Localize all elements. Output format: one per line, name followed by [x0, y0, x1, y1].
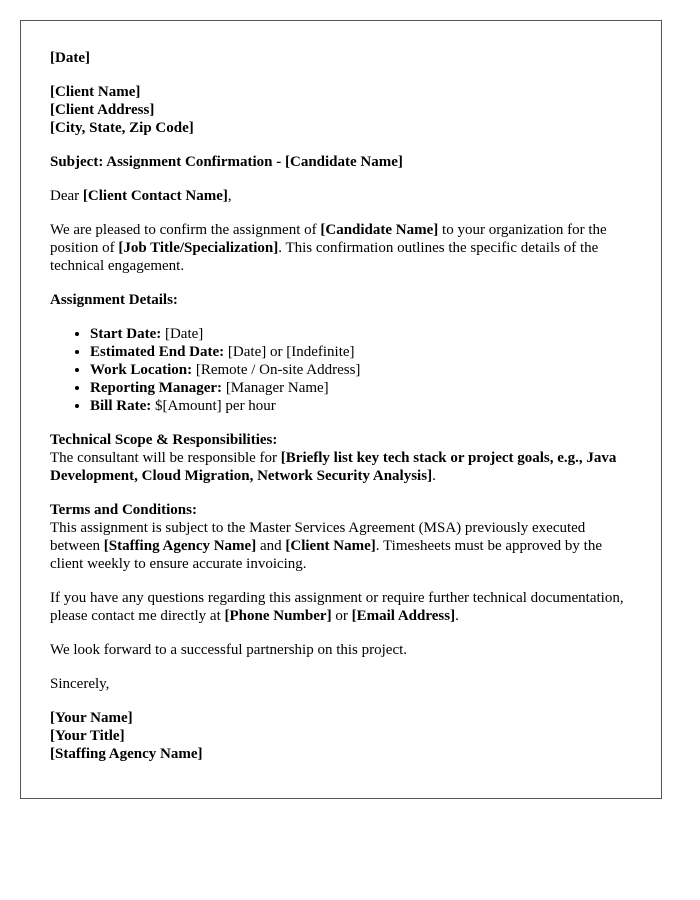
terms-text: . Timesheets must be approved by the client weekly to ensure accurate invoicing. [50, 538, 603, 572]
terms-heading: Terms and Conditions: [50, 502, 197, 518]
signature-block [50, 709, 632, 763]
detail-label: Bill Rate: [90, 398, 152, 414]
signature-agency: [Staffing Agency Name] [50, 746, 203, 762]
scope-heading: Technical Scope & Responsibilities: [50, 432, 278, 448]
scope-section [50, 431, 632, 485]
intro-candidate: [Candidate Name] [320, 222, 439, 238]
detail-value: $[Amount] per hour [151, 398, 276, 414]
contact-text: . [455, 608, 459, 624]
list-item [90, 361, 632, 379]
list-item [90, 397, 632, 415]
intro-text: to your organization for the position of [50, 222, 607, 256]
contact-email: [Email Address] [351, 608, 456, 624]
terms-text: and [256, 538, 286, 554]
scope-tech: [Briefly list key tech stack or project goals, e.g., Java Development, Cloud Migration, Network Security Analysis] [50, 450, 617, 484]
list-item [90, 343, 632, 361]
recipient-name: [Client Name] [50, 84, 141, 100]
recipient-block [50, 83, 632, 137]
salutation [50, 187, 632, 205]
terms-section [50, 501, 632, 573]
detail-label: Reporting Manager: [90, 380, 223, 396]
signoff: Sincerely, [50, 676, 110, 692]
list-item [90, 325, 632, 343]
salutation-suffix: , [227, 188, 232, 204]
signature-name: [Your Name] [50, 710, 133, 726]
recipient-address: [Client Address] [50, 102, 155, 118]
contact-phone: [Phone Number] [224, 608, 332, 624]
closing-line: We look forward to a successful partnership on this project. [50, 642, 408, 658]
letter [20, 20, 662, 799]
terms-agency: [Staffing Agency Name] [103, 538, 257, 554]
detail-label: Work Location: [90, 362, 193, 378]
recipient-city: [City, State, Zip Code] [50, 120, 194, 136]
subject-line [50, 153, 632, 171]
date [50, 49, 632, 67]
detail-label: Estimated End Date: [90, 344, 225, 360]
detail-value: [Date] or [Indefinite] [224, 344, 355, 360]
detail-value: [Remote / On-site Address] [192, 362, 361, 378]
terms-text: This assignment is subject to the Master Services Agreement (MSA) previously executed between [50, 520, 586, 554]
intro-job-title: [Job Title/Specialization] [118, 240, 279, 256]
contact-text: If you have any questions regarding this assignment or require further technical documentation, please contact me directly at [50, 590, 624, 624]
contact-text: or [331, 608, 352, 624]
scope-text: The consultant will be responsible for [50, 450, 281, 466]
subject-text: Subject: Assignment Confirmation - [Candidate Name] [50, 154, 403, 170]
details-heading-text: Assignment Details: [50, 292, 178, 308]
contact-paragraph [50, 589, 632, 625]
list-item [90, 379, 632, 397]
detail-label: Start Date: [90, 326, 162, 342]
intro-text: We are pleased to confirm the assignment of [50, 222, 321, 238]
salutation-prefix: Dear [50, 188, 83, 204]
intro-text: . This confirmation outlines the specific details of the technical engagement. [50, 240, 599, 274]
signature-title: [Your Title] [50, 728, 125, 744]
terms-client: [Client Name] [285, 538, 376, 554]
details-list [50, 325, 632, 415]
details-heading [50, 291, 632, 309]
intro-paragraph [50, 221, 632, 275]
date-text: [Date] [50, 50, 90, 66]
salutation-name: [Client Contact Name] [82, 188, 228, 204]
detail-value: [Manager Name] [222, 380, 329, 396]
scope-text: . [432, 468, 436, 484]
detail-value: [Date] [161, 326, 204, 342]
